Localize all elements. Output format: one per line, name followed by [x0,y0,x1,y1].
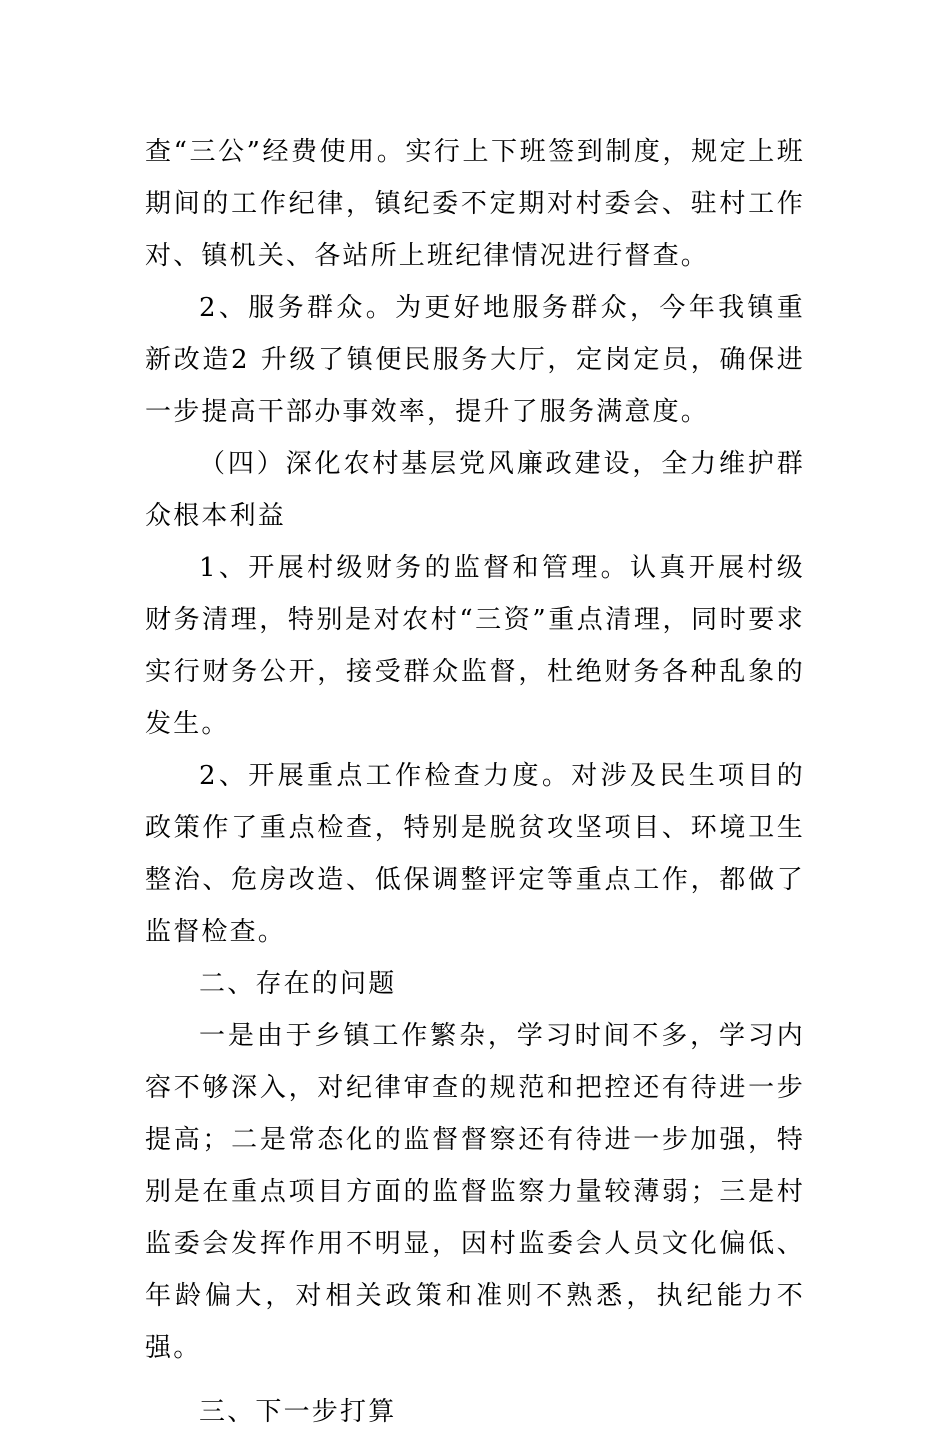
paragraph-continuation: 查“三公”经费使用。实行上下班签到制度，规定上班期间的工作纪律，镇纪委不定期对村委会、驻村工作对、镇机关、各站所上班纪律情况进行督查。 [145,137,805,271]
section-heading-next-steps: 三、下一步打算 [199,1397,397,1427]
paragraph-problems-detail: 一是由于乡镇工作繁杂，学习时间不多，学习内容不够深入，对纪律审查的规范和把控还有待进一步提高；二是常态化的监督督察还有待进一步加强，特别是在重点项目方面的监督监察力量较薄弱；三是村监委会发挥作用不明显，因村监委会人员文化偏低、年龄偏大，对相关政策和准则不熟悉，执纪能力不强。 [145,1021,805,1363]
section-heading-problems: 二、存在的问题 [199,969,397,999]
section-heading-four: （四）深化农村基层党风廉政建设，全力维护群众根本利益 [145,449,805,531]
paragraph-village-finance: 1、开展村级财务的监督和管理。认真开展村级财务清理，特别是对农村“三资”重点清理，同时要求实行财务公开，接受群众监督，杜绝财务各种乱象的发生。 [145,553,805,739]
paragraph-key-work-inspection: 2、开展重点工作检查力度。对涉及民生项目的政策作了重点检查，特别是脱贫攻坚项目、环境卫生整治、危房改造、低保调整评定等重点工作，都做了监督检查。 [145,761,805,947]
paragraph-serve-masses: 2、服务群众。为更好地服务群众，今年我镇重新改造2 升级了镇便民服务大厅，定岗定员，确保进一步提高干部办事效率，提升了服务满意度。 [145,293,805,427]
document-body [145,126,805,1438]
